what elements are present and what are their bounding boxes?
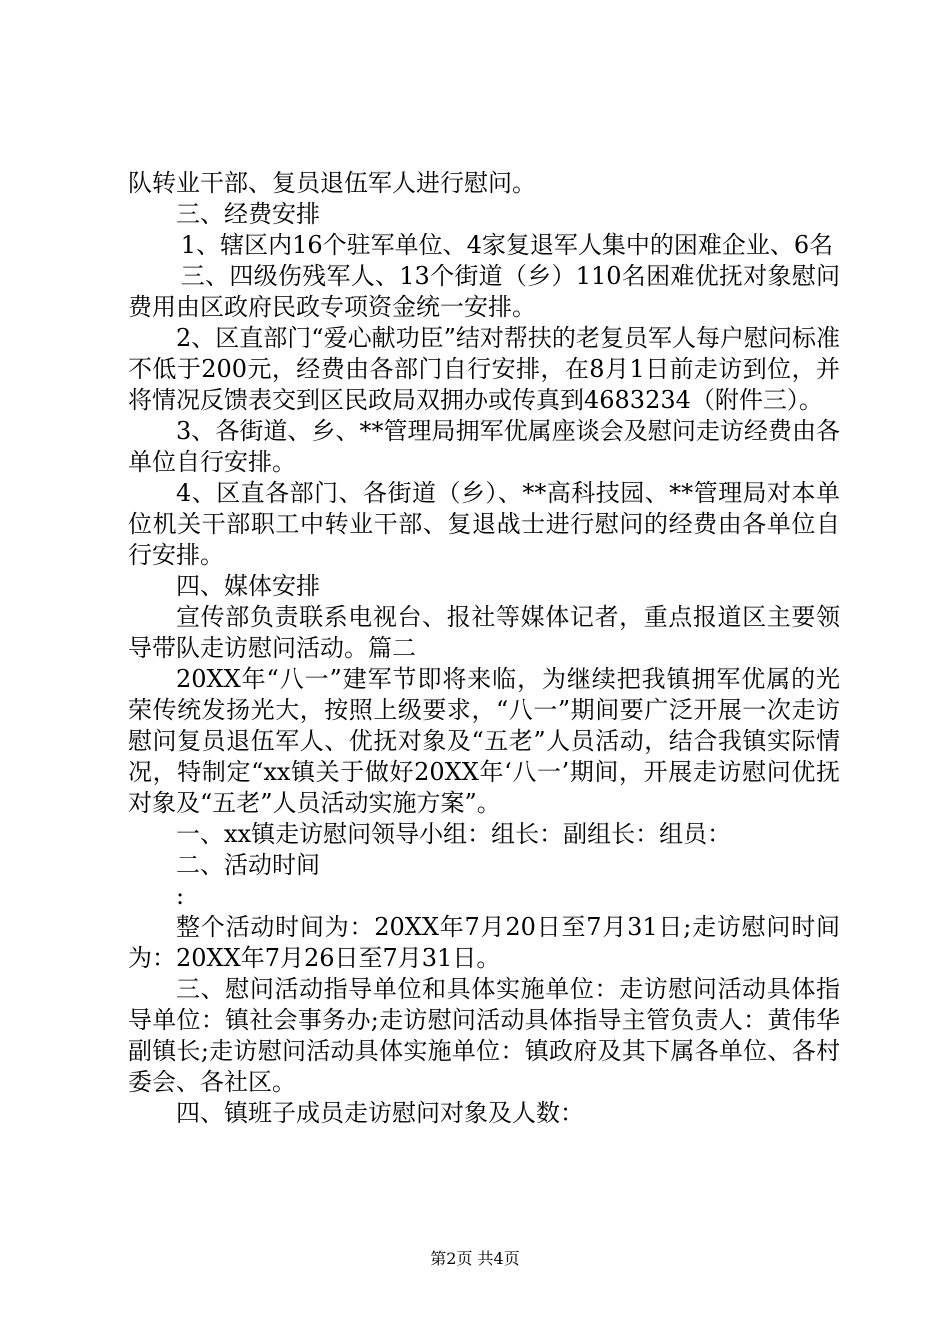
document-body: [128, 168, 840, 1129]
paragraph: 20XX年“八一”建军节即将来临，为继续把我镇拥军优属的光荣传统发扬光大，按照上级要求，“八一”期间要广泛开展一次走访慰问复员退伍军人、优抚对象及“五老”人员活动，结合我镇实际情况，特制定“xx镇关于做好20XX年‘八一’期间，开展走访慰问优抚对象及“五老”人员活动实施方案”。: [128, 665, 840, 817]
paragraph: 3、各街道、乡、**管理局拥军优属座谈会及慰问走访经费由各单位自行安排。: [128, 417, 840, 476]
paragraph: 1、辖区内16个驻军单位、4家复退军人集中的困难企业、6名: [180, 231, 834, 259]
paragraph: 4、区直各部门、各街道（乡）、**高科技园、**管理局对本单位机关干部职工中转业干部、复退战士进行慰问的经费由各单位自行安排。: [128, 479, 840, 569]
paragraph: 宣传部负责联系电视台、报社等媒体记者，重点报道区主要领导带队走访慰问活动。篇二: [128, 603, 840, 662]
paragraph: 三、四级伤残军人、13个街道（乡）110名困难优抚对象慰问费用由区政府民政专项资金统一安排。: [128, 262, 840, 321]
paragraph: 二、活动时间: [176, 851, 320, 879]
paragraph: 2、区直部门“爱心献功臣”结对帮扶的老复员军人每户慰问标准不低于200元，经费由各部门自行安排，在8月1日前走访到位，并将情况反馈表交到区民政局双拥办或传真到4683234（附件三）。: [128, 324, 840, 414]
paragraph: 队转业干部、复员退伍军人进行慰问。: [128, 169, 536, 197]
paragraph: 三、经费安排: [176, 200, 320, 228]
paragraph: 三、慰问活动指导单位和具体实施单位：走访慰问活动具体指导单位：镇社会事务办;走访慰问活动具体指导主管负责人：黄伟华副镇长;走访慰问活动具体实施单位：镇政府及其下属各单位、各村委会、各社区。: [128, 975, 840, 1096]
paragraph: 四、镇班子成员走访慰问对象及人数：: [176, 1099, 584, 1127]
paragraph: 四、媒体安排: [176, 572, 320, 600]
paragraph: :: [176, 882, 185, 910]
page-footer: 第2页 共4页: [430, 1249, 520, 1268]
paragraph: 一、xx镇走访慰问领导小组：组长：副组长：组员：: [176, 820, 732, 848]
paragraph: 整个活动时间为：20XX年7月20日至7月31日;走访慰问时间为：20XX年7月26日至7月31日。: [128, 913, 840, 972]
